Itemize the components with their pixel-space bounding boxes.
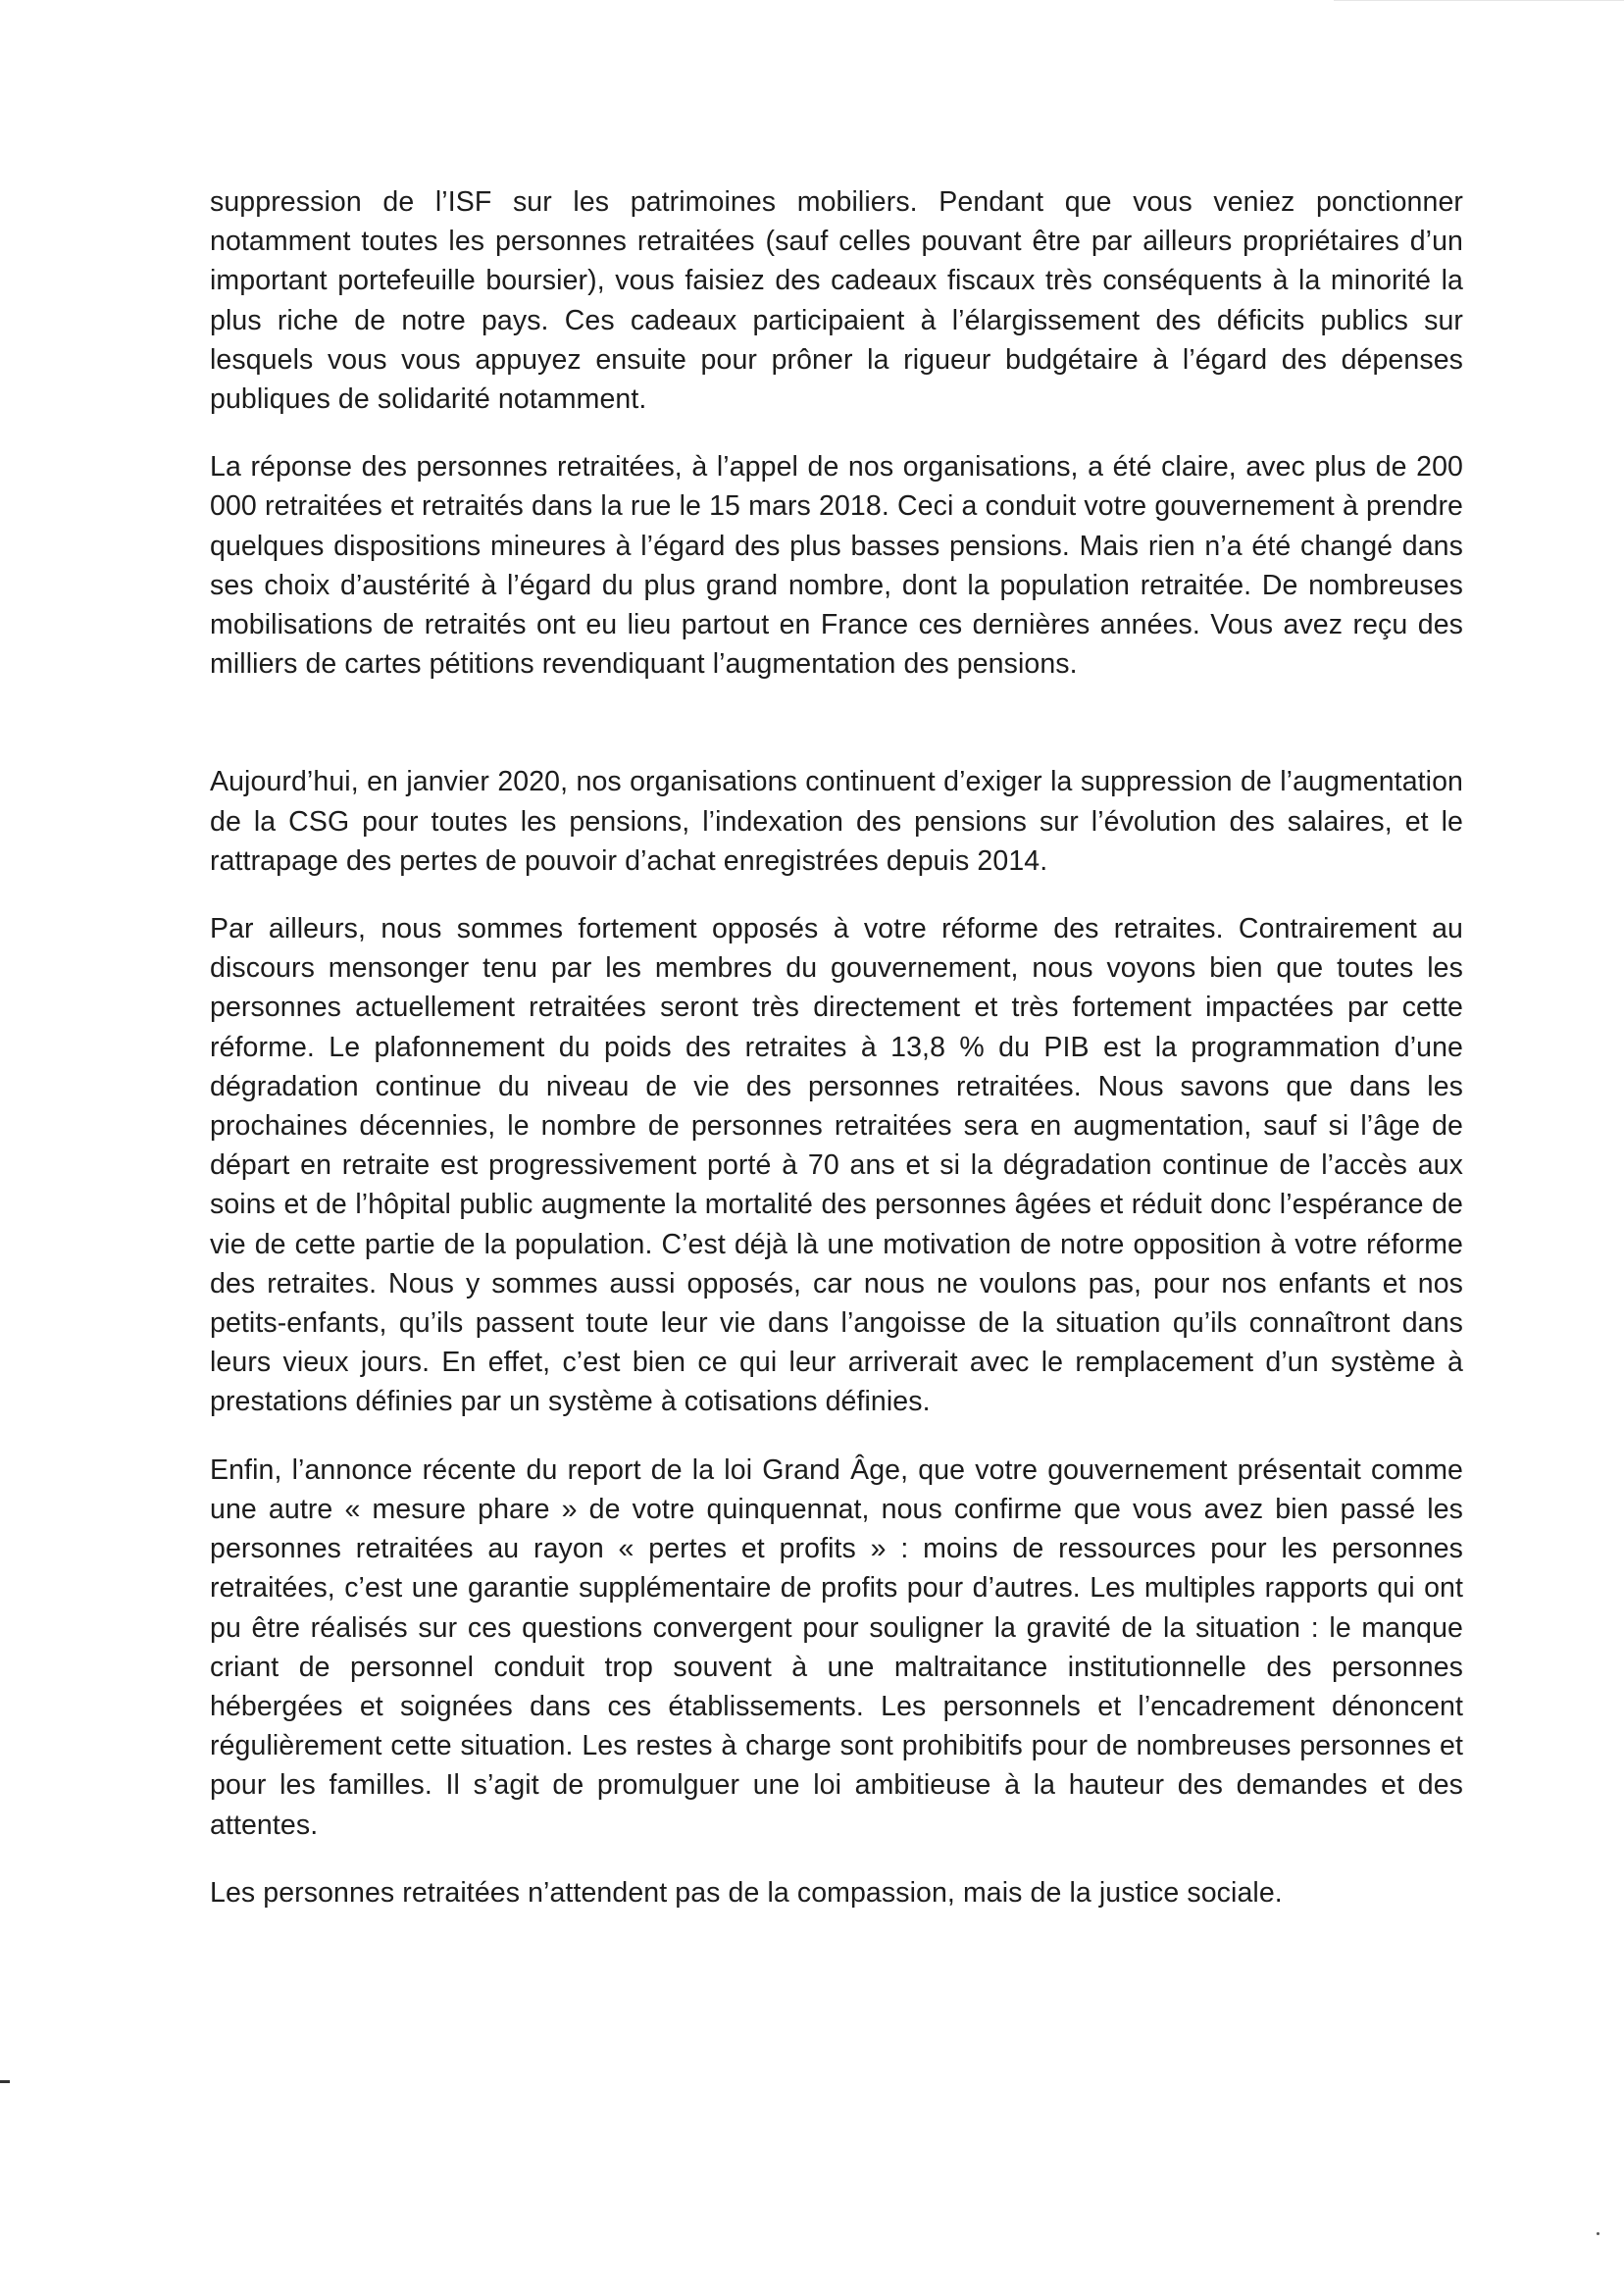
paragraph-grand-age-law: Enfin, l’annonce récente du report de la loi Grand Âge, que votre gouvernement présentait comme une autre « mesure phare » de votre quinquennat, nous confirme que vous avez bien passé les personnes retraitées au rayon « pertes et profits » : moins de ressources pour les personnes retraitées, c’est une garantie supplémentaire de profits pour d’autres. Les multiples rapports qui ont pu être réalisés sur ces questions convergent pour souligner la gravité de la situation : le manque criant de personnel conduit trop souvent à une maltraitance institutionnelle des personnes hébergées et soignées dans ces établissements. Les personnels et l’encadrement dénoncent régulièrement cette situation. Les restes à charge sont prohibitifs pour de nombreuses personnes et pour les familles. Il s’agit de promulguer une loi ambitieuse à la hauteur des demandes et des attentes. [210,1453,1463,1841]
paragraph-isf-suppression: suppression de l’ISF sur les patrimoines mobiliers. Pendant que vous veniez ponctionner notamment toutes les personnes retraitées (sauf celles pouvant être par ailleurs propriétaires d’un important portefeuille boursier), vous faisiez des cadeaux fiscaux très conséquents à la minorité la plus riche de notre pays. Ces cadeaux participaient à l’élargissement des déficits publics sur lesquels vous vous appuyez ensuite pour prôner la rigueur budgétaire à l’égard des dépenses publiques de solidarité notamment. [210,186,1463,416]
paragraph-retirees-response: La réponse des personnes retraitées, à l’appel de nos organisations, a été claire, avec plus de 200 000 retraitées et retraités dans la rue le 15 mars 2018. Ceci a conduit votre gouvernement à prendre quelques dispositions mineures à l’égard des plus basses pensions. Mais rien n’a été changé dans ses choix d’austérité à l’égard du plus grand nombre, dont la population retraitée. De nombreuses mobilisations de retraités ont eu lieu partout en France ces dernières années. Vous avez reçu des milliers de cartes pétitions revendiquant l’augmentation des pensions. [210,451,1463,681]
letter-body [210,182,1463,1912]
paragraph-january-2020-demands: Aujourd’hui, en janvier 2020, nos organisations continuent d’exiger la suppression de l’augmentation de la CSG pour toutes les pensions, l’indexation des pensions sur l’évolution des salaires, et le rattrapage des pertes de pouvoir d’achat enregistrées depuis 2014. [210,766,1463,877]
scan-speck [1597,2232,1599,2235]
paragraph-pension-reform-opposition: Par ailleurs, nous sommes fortement opposés à votre réforme des retraites. Contrairement au discours mensonger tenu par les membres du gouvernement, nous voyons bien que toutes les personnes actuellement retraitées seront très directement et très fortement impactées par cette réforme. Le plafonnement du poids des retraites à 13,8 % du PIB est la programmation d’une dégradation continue du niveau de vie des personnes retraitées. Nous savons que dans les prochaines décennies, le nombre de personnes retraitées sera en augmentation, sauf si l’âge de départ en retraite est progressivement porté à 70 ans et si la dégradation continue de l’accès aux soins et de l’hôpital public augmente la mortalité des personnes âgées et réduit donc l’espérance de vie de cette partie de la population. C’est déjà là une motivation de notre opposition à votre réforme des retraites. Nous y sommes aussi opposés, car nous ne voulons pas, pour nos enfants et nos petits-enfants, qu’ils passent toute leur vie dans l’angoisse de la situation qu’ils connaîtront dans leurs vieux jours. En effet, c’est bien ce qui leur arriverait avec le remplacement d’un système à prestations définies par un système à cotisations définies. [210,913,1463,1418]
scan-edge-line [1334,0,1624,1]
paragraph-closing-statement: Les personnes retraitées n’attendent pas de la compassion, mais de la justice sociale. [210,1876,1283,1909]
scan-margin-mark [0,2080,10,2083]
